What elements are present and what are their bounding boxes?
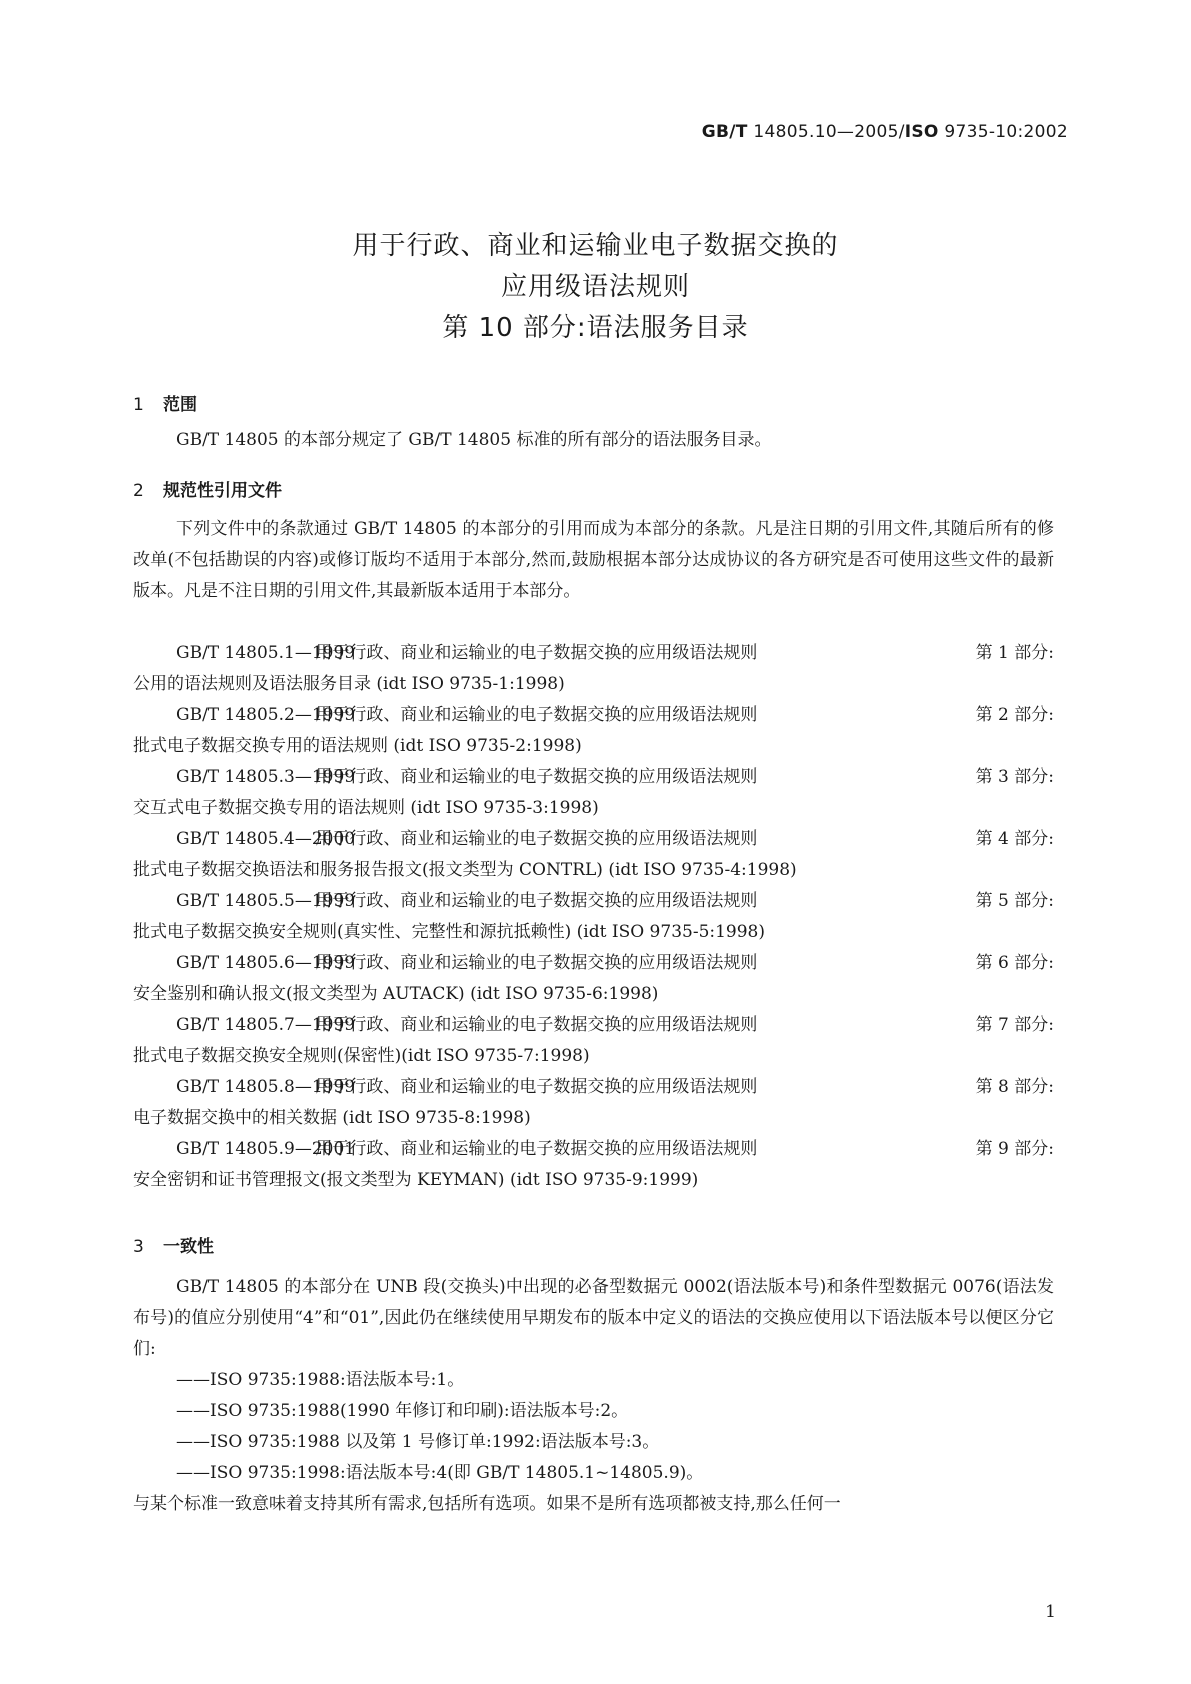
reference-part: 第 9 部分: — [975, 1139, 1054, 1159]
reference-title: 用于行政、商业和运输业的电子数据交换的应用级语法规则 — [315, 767, 758, 787]
reference-code: GB/T 14805.1—1999 — [176, 643, 356, 663]
std-prefix: GB/T — [701, 122, 748, 142]
reference-subtitle: 批式电子数据交换安全规则(真实性、完整性和源抗抵赖性) (idt ISO 9735-5:1998) — [133, 922, 766, 942]
reference-item — [133, 1072, 1054, 1134]
reference-part: 第 3 部分: — [975, 767, 1054, 787]
reference-title: 用于行政、商业和运输业的电子数据交换的应用级语法规则 — [315, 829, 758, 849]
reference-code: GB/T 14805.6—1999 — [176, 953, 356, 973]
title-line-1: 用于行政、商业和运输业电子数据交换的 — [352, 231, 839, 261]
section-1-heading — [133, 390, 197, 415]
reference-title: 用于行政、商业和运输业的电子数据交换的应用级语法规则 — [315, 1015, 758, 1035]
section-title: 一致性 — [163, 1237, 214, 1257]
reference-item — [133, 824, 1054, 886]
reference-part: 第 5 部分: — [975, 891, 1054, 911]
document-title — [0, 226, 1191, 349]
title-line-3: 第 10 部分:语法服务目录 — [442, 313, 749, 343]
reference-part: 第 8 部分: — [975, 1077, 1054, 1097]
reference-part: 第 6 部分: — [975, 953, 1054, 973]
section-2-intro: 下列文件中的条款通过 GB/T 14805 的本部分的引用而成为本部分的条款。凡是注日期的引用文件,其随后所有的修改单(不包括勘误的内容)或修订版均不适用于本部分,然而,鼓励根据本部分达成协议的各方研究是否可使用这些文件的最新版本。凡是不注日期的引用文件,其最新版本适用于本部分。 — [133, 519, 1054, 601]
section-title: 规范性引用文件 — [163, 481, 282, 501]
version-bullet: ——ISO 9735:1988:语法版本号:1。 — [176, 1370, 465, 1390]
iso-prefix: ISO — [904, 122, 939, 142]
reference-subtitle: 批式电子数据交换专用的语法规则 (idt ISO 9735-2:1998) — [133, 736, 582, 756]
reference-code: GB/T 14805.3—1999 — [176, 767, 356, 787]
reference-code: GB/T 14805.8—1999 — [176, 1077, 356, 1097]
section-3-intro: GB/T 14805 的本部分在 UNB 段(交换头)中出现的必备型数据元 0002(语法版本号)和条件型数据元 0076(语法发布号)的值应分别使用“4”和“01”,因此仍在继续使用早期发布的版本中定义的语法的交换应使用以下语法版本号以便区分它们: — [133, 1277, 1054, 1359]
reference-item — [133, 948, 1054, 1010]
reference-code: GB/T 14805.7—1999 — [176, 1015, 356, 1035]
reference-subtitle: 交互式电子数据交换专用的语法规则 (idt ISO 9735-3:1998) — [133, 798, 599, 818]
section-3-heading — [133, 1232, 214, 1257]
reference-item — [133, 700, 1054, 762]
reference-code: GB/T 14805.5—1999 — [176, 891, 356, 911]
iso-number: 9735-10:2002 — [944, 122, 1068, 142]
section-number: 2 — [133, 481, 144, 501]
reference-item — [133, 1010, 1054, 1072]
reference-code: GB/T 14805.9—2001 — [176, 1139, 356, 1159]
reference-title: 用于行政、商业和运输业的电子数据交换的应用级语法规则 — [315, 953, 758, 973]
version-bullet: ——ISO 9735:1988 以及第 1 号修订单:1992:语法版本号:3。 — [176, 1432, 660, 1452]
reference-title: 用于行政、商业和运输业的电子数据交换的应用级语法规则 — [315, 891, 758, 911]
reference-subtitle: 电子数据交换中的相关数据 (idt ISO 9735-8:1998) — [133, 1108, 531, 1128]
reference-subtitle: 安全密钥和证书管理报文(报文类型为 KEYMAN) (idt ISO 9735-9:1999) — [133, 1170, 699, 1190]
section-title: 范围 — [163, 395, 197, 415]
page-number: 1 — [1045, 1602, 1056, 1622]
reference-subtitle: 批式电子数据交换语法和服务报告报文(报文类型为 CONTRL) (idt ISO 9735-4:1998) — [133, 860, 797, 880]
section-3-closing: 与某个标准一致意味着支持其所有需求,包括所有选项。如果不是所有选项都被支持,那么任何一 — [133, 1494, 841, 1514]
reference-part: 第 1 部分: — [975, 643, 1054, 663]
version-bullet: ——ISO 9735:1988(1990 年修订和印刷):语法版本号:2。 — [176, 1401, 629, 1421]
reference-part: 第 7 部分: — [975, 1015, 1054, 1035]
section-number: 1 — [133, 395, 144, 415]
reference-title: 用于行政、商业和运输业的电子数据交换的应用级语法规则 — [315, 1077, 758, 1097]
section-2-heading — [133, 476, 282, 501]
reference-subtitle: 批式电子数据交换安全规则(保密性)(idt ISO 9735-7:1998) — [133, 1046, 590, 1066]
reference-title: 用于行政、商业和运输业的电子数据交换的应用级语法规则 — [315, 705, 758, 725]
version-bullet: ——ISO 9735:1998:语法版本号:4(即 GB/T 14805.1~14805.9)。 — [176, 1463, 704, 1483]
standard-number-header — [702, 122, 1068, 142]
reference-subtitle: 安全鉴别和确认报文(报文类型为 AUTACK) (idt ISO 9735-6:1998) — [133, 984, 659, 1004]
reference-code: GB/T 14805.4—2000 — [176, 829, 356, 849]
reference-subtitle: 公用的语法规则及语法服务目录 (idt ISO 9735-1:1998) — [133, 674, 565, 694]
reference-item — [133, 638, 1054, 700]
section-1-text: GB/T 14805 的本部分规定了 GB/T 14805 标准的所有部分的语法服务目录。 — [176, 430, 772, 450]
reference-part: 第 4 部分: — [975, 829, 1054, 849]
reference-part: 第 2 部分: — [975, 705, 1054, 725]
section-number: 3 — [133, 1237, 144, 1257]
reference-title: 用于行政、商业和运输业的电子数据交换的应用级语法规则 — [315, 643, 758, 663]
reference-item — [133, 762, 1054, 824]
reference-code: GB/T 14805.2—1999 — [176, 705, 356, 725]
reference-title: 用于行政、商业和运输业的电子数据交换的应用级语法规则 — [315, 1139, 758, 1159]
reference-item — [133, 886, 1054, 948]
std-number: 14805.10—2005/ — [753, 122, 905, 142]
title-line-2: 应用级语法规则 — [500, 272, 690, 302]
reference-item — [133, 1134, 1054, 1196]
